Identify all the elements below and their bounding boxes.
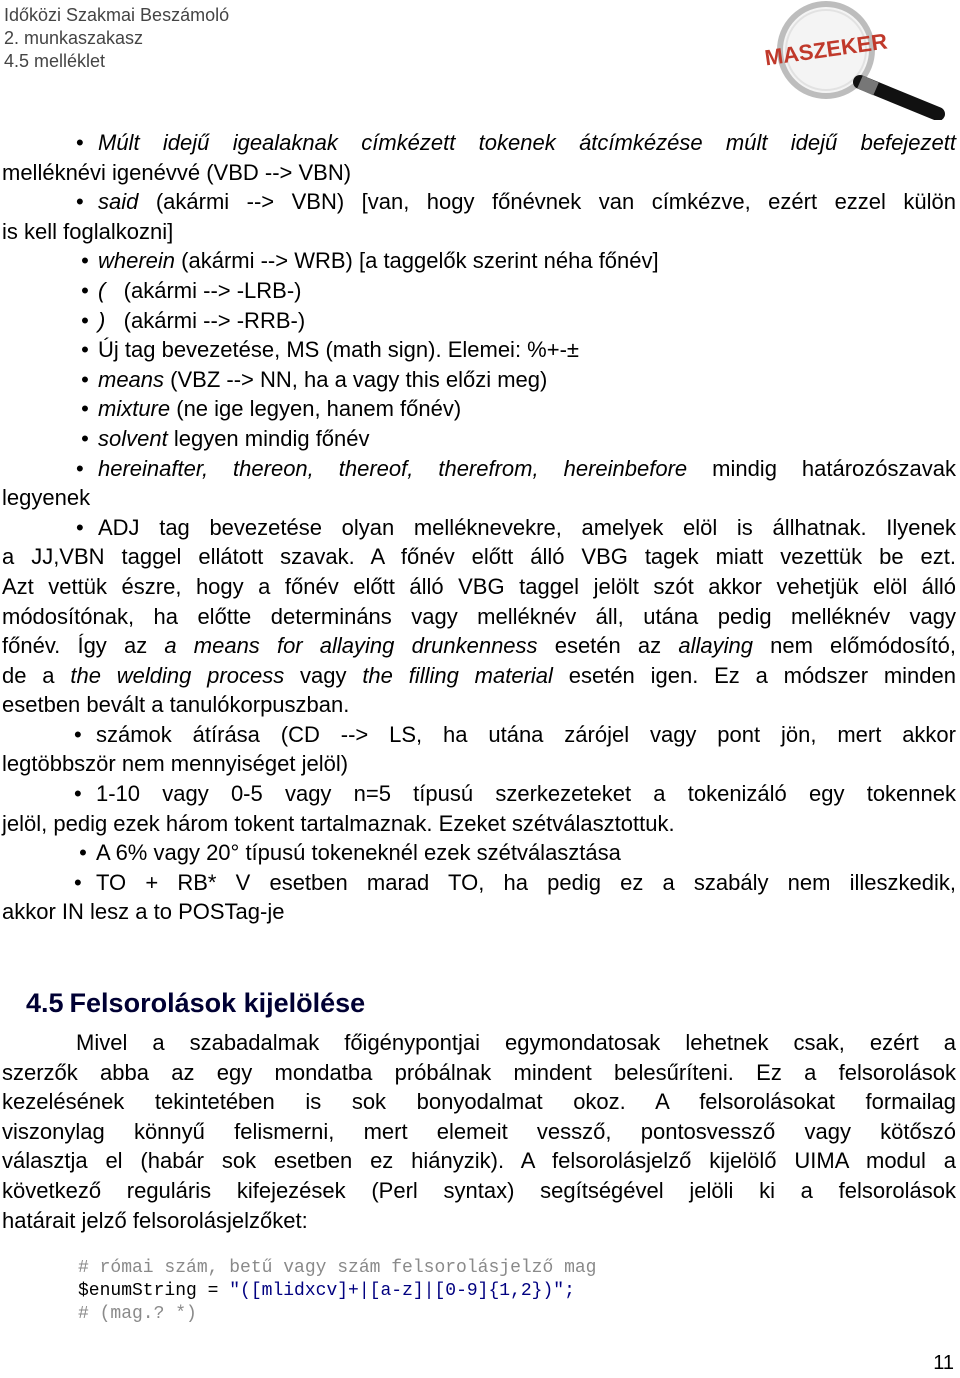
paragraph-line: de a the welding process vagy the filling material esetén igen. Ez a módszer minden xyxy=(2,662,957,688)
paragraph-line: Mivel a szabadalmak főigénypontjai egymondatosak lehetnek csak, ezért a xyxy=(76,1030,956,1055)
list-item-cont: is kell foglalkozni] xyxy=(2,218,174,244)
code-comment: # (mag.? *) xyxy=(78,1304,197,1324)
list-item-cont: melléknévi igenévvé (VBD --> VBN) xyxy=(2,159,352,185)
list-item: • ( (akármi --> -LRB-) xyxy=(81,277,302,303)
list-item: • ) (akármi --> -RRB-) xyxy=(81,307,306,333)
list-item: • ADJ tag bevezetése olyan melléknevekre, amelyek elöl is állhatnak. Ilyenek xyxy=(76,514,956,540)
paragraph-line: viszonylag könnyű felismerni, mert elemeit vessző, pontosvessző vagy kötőszó xyxy=(2,1118,956,1144)
list-item-cont: legyenek xyxy=(2,485,91,511)
list-item: • Új tag bevezetése, MS (math sign). Elemei: %+-± xyxy=(81,337,579,363)
paragraph-line: a JJ,VBN taggel ellátott szavak. A főnév előtt álló VBG tagek miatt vezettük be ezt. xyxy=(2,544,956,570)
paragraph-line: következő reguláris kifejezések (Perl syntax) segítségével jelöli ki a felsorolások xyxy=(2,1177,956,1203)
paragraph-line: Azt vettük észre, hogy a főnév előtt álló VBG taggel jelölt szót akkor vehetjük elöl álló xyxy=(2,573,956,599)
section-heading xyxy=(26,988,371,1019)
list-item: • mixture (ne ige legyen, hanem főnév) xyxy=(81,396,462,422)
code-comment: # római szám, betű vagy szám felsorolásjelző mag xyxy=(78,1258,597,1278)
list-item: • wherein (akármi --> WRB) [a taggelők szerint néha főnév] xyxy=(81,248,659,274)
section-number: 4.5 xyxy=(26,988,64,1018)
page-number: 11 xyxy=(933,1352,954,1374)
list-item: • said (akármi --> VBN) [van, hogy főnévnek van címkézve, ezért ezzel külön xyxy=(76,189,956,215)
list-item: • 1-10 vagy 0-5 vagy n=5 típusú szerkezeteket a tokenizáló egy tokennek xyxy=(74,781,956,807)
paragraph-line: módosítónak, ha előtte determináns vagy melléknév áll, utána pedig melléknév vagy xyxy=(2,603,956,629)
header-phase: 2. munkaszakasz xyxy=(4,28,144,48)
code-block xyxy=(78,1257,596,1326)
page-header xyxy=(4,4,229,73)
section-paragraph xyxy=(2,1028,956,1235)
list-item: • A 6% vagy 20° típusú tokeneknél ezek szétválasztása xyxy=(79,840,621,866)
header-title: Időközi Szakmai Beszámoló xyxy=(4,5,230,25)
section-title: Felsorolások kijelölése xyxy=(69,988,366,1018)
logo-text: MASZEKER xyxy=(763,28,889,71)
list-item-cont: legtöbbször nem mennyiséget jelöl) xyxy=(2,751,349,777)
paragraph-line: határait jelző felsorolásjelzőket: xyxy=(2,1207,308,1233)
paragraph-line: választja el (habár sok esetben ez hiányzik). A felsorolásjelző kijelölő UIMA modul a xyxy=(2,1148,956,1174)
list-item: • hereinafter, thereon, thereof, therefrom, hereinbefore mindig határozószavak xyxy=(76,455,956,481)
list-item: • Múlt idejű igealaknak címkézett tokenek átcímkézése múlt idejű befejezett xyxy=(76,130,956,155)
list-item-cont: akkor IN lesz a to POSTag-je xyxy=(2,899,285,925)
maszeker-logo xyxy=(756,0,956,120)
paragraph-line: esetben bevált a tanulókorpuszban. xyxy=(2,692,350,718)
paragraph-line: főnév. Így az a means for allaying drunkenness esetén az allaying nem előmódosító, xyxy=(2,633,957,659)
list-item: • TO + RB* V esetben marad TO, ha pedig ez a szabály nem illeszkedik, xyxy=(74,869,956,895)
bullet-list-1 xyxy=(2,128,956,927)
code-line: $enumString = "([mlidxcv]+|[a-z]|[0-9]{1,2})"; xyxy=(78,1281,575,1301)
paragraph-line: szerzők abba az egy mondatba próbálnak mindent belesűríteni. Ez a felsorolások xyxy=(2,1059,956,1085)
paragraph-line: kezelésének tekintetében is sok bonyodalmat okoz. A felsorolásokat formailag xyxy=(2,1089,956,1115)
list-item: • means (VBZ --> NN, ha a vagy this előzi meg) xyxy=(81,366,548,392)
list-item: • solvent legyen mindig főnév xyxy=(81,425,370,451)
list-item: • számok átírása (CD --> LS, ha utána zárójel vagy pont jön, mert akkor xyxy=(74,721,956,747)
list-item-cont: jelöl, pedig ezek három tokent tartalmaznak. Ezeket szétválasztottuk. xyxy=(2,810,675,836)
header-appendix: 4.5 melléklet xyxy=(4,51,106,71)
